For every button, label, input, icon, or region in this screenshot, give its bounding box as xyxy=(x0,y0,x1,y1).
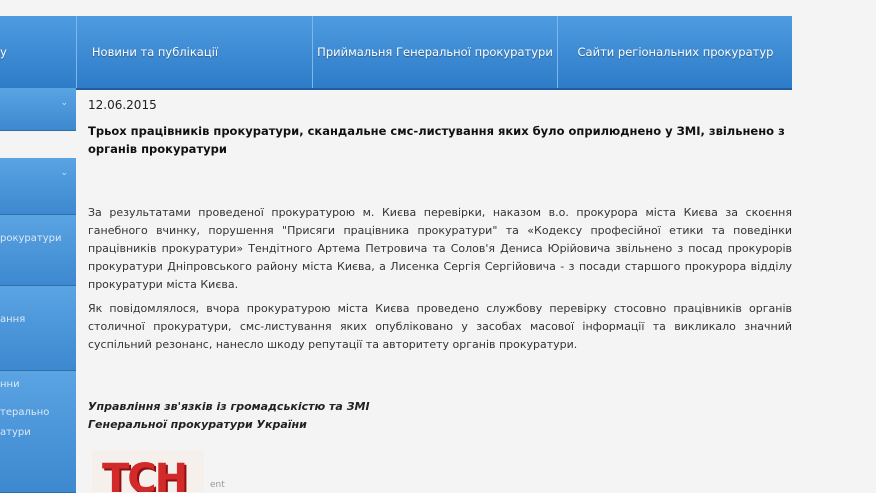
sidebar-item-4[interactable] xyxy=(0,286,76,371)
tsn-watermark-logo xyxy=(92,450,204,492)
nav-tab-reception[interactable]: Приймальня Генеральної прокуратури xyxy=(312,16,557,88)
top-navigation-bar xyxy=(0,16,792,90)
sidebar-item-2[interactable] xyxy=(0,158,76,215)
sidebar-item-5[interactable] xyxy=(0,371,76,493)
sidebar-item-3[interactable] xyxy=(0,215,76,286)
nav-tab-partial[interactable]: у xyxy=(0,45,7,59)
logo-text: ТСН xyxy=(102,456,187,492)
signature-line-1: Управління зв'язків із громадськістю та ЗМІ xyxy=(88,400,370,413)
sidebar-item-label: ання xyxy=(0,314,26,325)
sidebar-item-label: атури xyxy=(0,427,31,438)
article-signature xyxy=(88,398,370,434)
footer-fragment: ent xyxy=(210,480,225,490)
article-headline: Трьох працівників прокуратури, скандальне смс-листування яких було оприлюднено у ЗМІ, звільнено з органів прокуратури xyxy=(88,124,785,156)
sidebar-item-label: нни xyxy=(0,379,20,390)
article-paragraph-2: Як повідомлялося, вчора прокуратурою міста Києва проведено службову перевірку стосовно працівників органів столичної прокуратури, смс-листування яких опубліковано у засобах масової інформації та викликало значний суспільний резонанс, нанесло шкоду репутації та авторитету органів прокуратури. xyxy=(88,302,792,351)
chevron-down-icon: ⌄ xyxy=(60,98,68,108)
sidebar-item-1[interactable] xyxy=(0,88,76,131)
nav-tab-news[interactable]: Новини та публікації xyxy=(76,16,233,88)
sidebar-item-label: терально xyxy=(0,407,50,418)
signature-line-2: Генеральної прокуратури України xyxy=(88,418,307,431)
sidebar-item-label: рокуратури xyxy=(0,233,62,244)
nav-tab-regional-sites[interactable]: Сайти регіональних прокуратур xyxy=(557,16,793,88)
sidebar xyxy=(0,88,76,492)
article-date: 12.06.2015 xyxy=(88,98,157,112)
article-paragraph-1: За результатами проведеної прокуратурою м. Києва перевірки, наказом в.о. прокурора міста Києва за скоєння ганебного вчинку, порушення "Присяги працівника прокуратури" та «Кодексу професійної етики та поведінки працівників прокуратури» Тендітного Артема Петровича та Солов'я Дениса Юрійовича звільнено з посад прокурорів прокуратури Дніпровського району міста Києва, а Лисенка Сергія Сергійовича - з посади старшого прокурора відділу прокуратури міста Києва. xyxy=(88,206,792,291)
chevron-down-icon: ⌄ xyxy=(60,168,68,178)
